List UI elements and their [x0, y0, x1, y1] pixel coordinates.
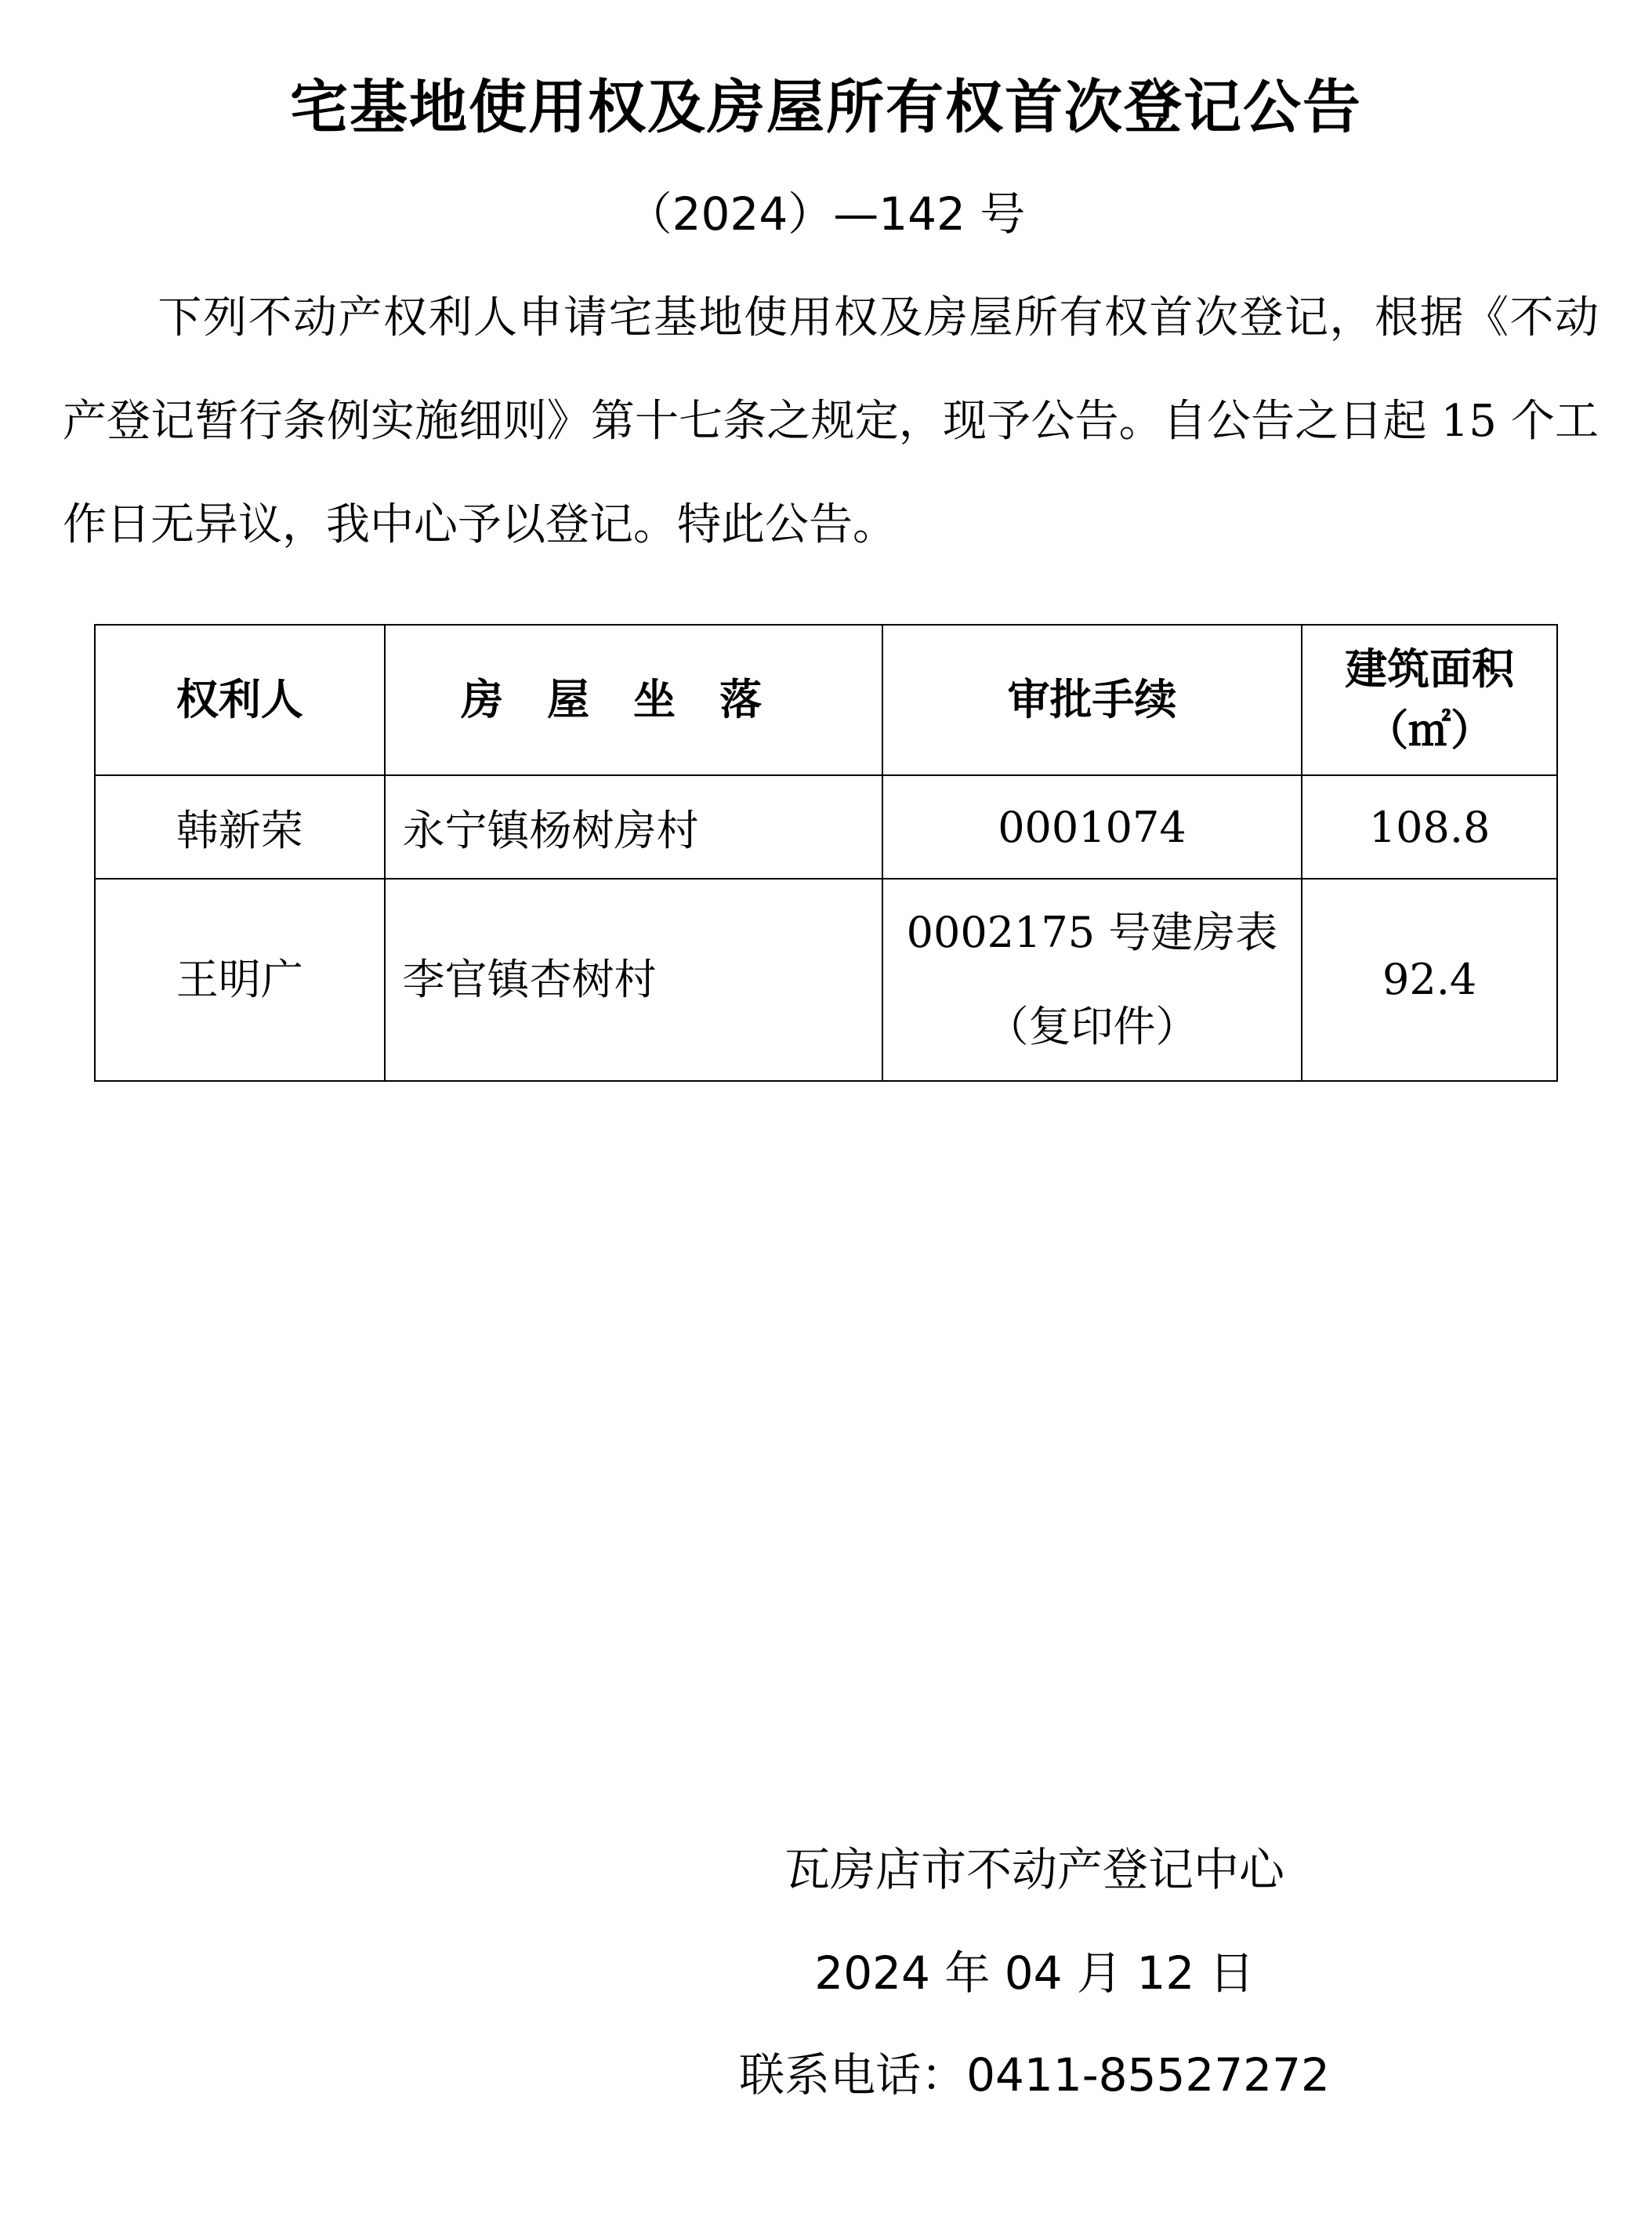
- cell-location: 永宁镇杨树房村: [385, 775, 882, 879]
- header-holder: 权利人: [95, 625, 385, 775]
- table-row: [95, 879, 1557, 1081]
- contact-phone: 联系电话：0411-85527272: [739, 2048, 1330, 2102]
- cell-approval-line1: 0002175 号建房表: [906, 908, 1278, 957]
- registration-table: [94, 624, 1558, 1082]
- cell-approval: 0001074: [882, 775, 1302, 879]
- notice-paragraph-text: 下列不动产权利人申请宅基地使用权及房屋所有权首次登记，根据《不动产登记暂行条例实施细则》第十七条之规定，现予公告。自公告之日起 15 个工作日无异议，我中心予以登记。特此公告。: [63, 292, 1599, 550]
- header-location: [385, 625, 882, 775]
- cell-location: 李官镇杏树村: [385, 879, 882, 1081]
- header-area-line1: 建筑面积: [1345, 644, 1515, 694]
- header-area: [1302, 625, 1557, 775]
- document-number: （2024）—142 号: [626, 187, 1026, 241]
- header-location-label: 房屋坐落: [461, 675, 806, 724]
- cell-area: 108.8: [1302, 775, 1557, 879]
- issue-date: 2024 年 04 月 12 日: [814, 1946, 1255, 2000]
- header-approval: 审批手续: [882, 625, 1302, 775]
- table-row: [95, 775, 1557, 879]
- notice-paragraph: [63, 267, 1599, 577]
- cell-approval-line2: （复印件）: [986, 1002, 1198, 1051]
- cell-holder: 韩新荣: [95, 775, 385, 879]
- cell-approval: [882, 879, 1302, 1081]
- cell-holder: 王明广: [95, 879, 385, 1081]
- cell-area: 92.4: [1302, 879, 1557, 1081]
- header-area-line2: （㎡）: [1366, 705, 1494, 755]
- issuer-name: 瓦房店市不动产登记中心: [784, 1843, 1284, 1896]
- notice-title: 宅基地使用权及房屋所有权首次登记公告: [290, 74, 1362, 141]
- table-header-row: [95, 625, 1557, 775]
